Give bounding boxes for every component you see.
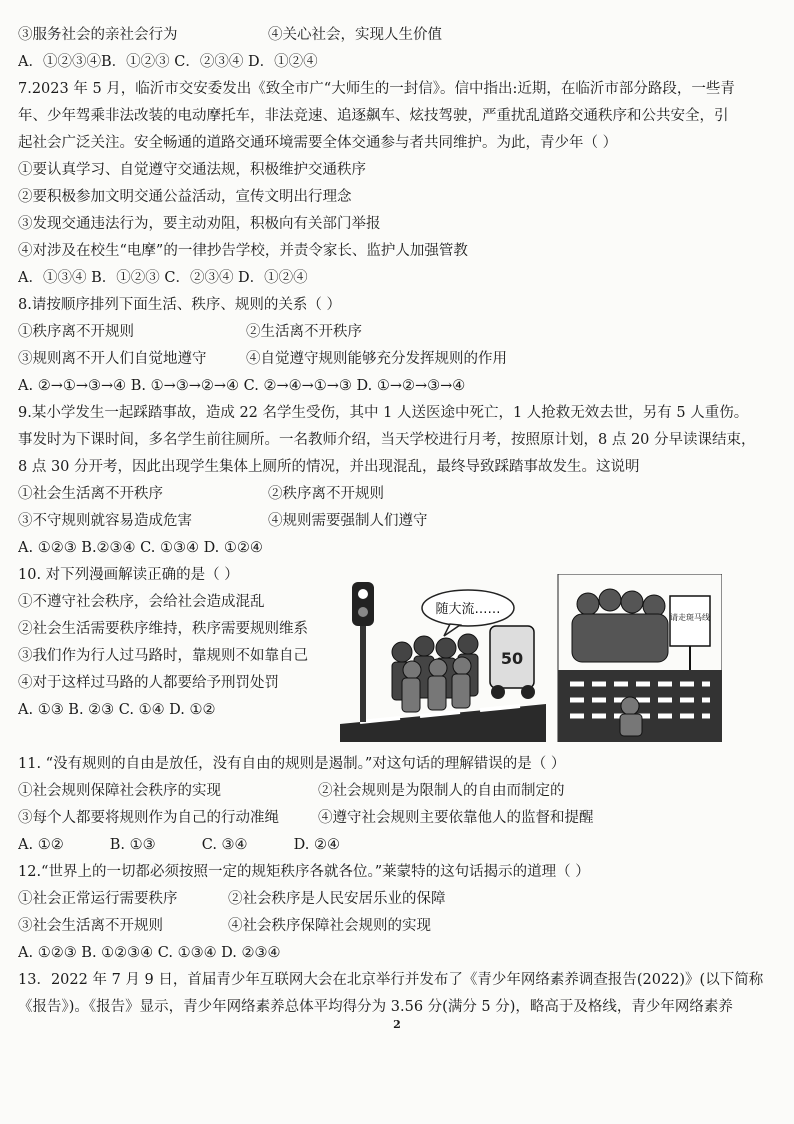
q8-options-row-2 bbox=[18, 346, 778, 373]
q7-stem-line-1: 7.2023 年 5 月，临沂市交安委发出《致全市广“大师生的一封信》。信中指出:近期，在临沂市部分路段，一些青 bbox=[18, 81, 735, 97]
q9-stem-line-3: 8 点 30 分开考，因此出现学生集体上厕所的情况，并出现混乱，最终导致踩踏事故发生。这说明 bbox=[18, 459, 640, 475]
q10-stem: 10. 对下列漫画解读正确的是（ ） bbox=[18, 567, 239, 583]
q11-stem: 11. “没有规则的自由是放任，没有自由的规则是遏制。”对这句话的理解错误的是（ ） bbox=[18, 756, 566, 772]
q6-option-3: ③服务社会的亲社会行为 bbox=[18, 27, 178, 43]
q8-option-4: ④自觉遵守规则能够充分发挥规则的作用 bbox=[246, 351, 507, 367]
q8-option-2: ②生活离不开秩序 bbox=[246, 324, 362, 340]
q12-options-row-1 bbox=[18, 886, 778, 913]
q10-option-1: ①不遵守社会秩序，会给社会造成混乱 bbox=[18, 594, 265, 610]
q12-option-1: ①社会正常运行需要秩序 bbox=[18, 891, 178, 907]
q8-option-1: ①秩序离不开规则 bbox=[18, 324, 134, 340]
q6-option-4: ④关心社会，实现人生价值 bbox=[268, 27, 442, 43]
q7-stem-line-2: 年、少年驾乘非法改装的电动摩托车，非法竞速、追逐飙车、炫技驾驶，严重扰乱道路交通秩序和公共安全，引 bbox=[18, 108, 729, 124]
q6-options-row bbox=[18, 22, 778, 49]
q7-option-2: ②要积极参加文明交通公益活动，宣传文明出行理念 bbox=[18, 189, 352, 205]
q10-option-2: ②社会生活需要秩序维持，秩序需要规则维系 bbox=[18, 621, 308, 637]
cartoon-sign-text: 请走斑马线 bbox=[670, 613, 710, 622]
exam-page bbox=[18, 22, 778, 1021]
car-icon bbox=[490, 626, 535, 699]
q8-stem: 8.请按顺序排列下面生活、秩序、规则的关系（ ） bbox=[18, 297, 341, 313]
q10-option-3: ③我们作为行人过马路时，靠规则不如靠自己 bbox=[18, 648, 308, 664]
q8-option-3: ③规则离不开人们自觉地遵守 bbox=[18, 351, 207, 367]
q10-choices: A. ①③ B. ②③ C. ①④ D. ①② bbox=[18, 702, 216, 718]
q9-option-2: ②秩序离不开规则 bbox=[268, 486, 384, 502]
q9-options-row-2 bbox=[18, 508, 778, 535]
q12-option-2: ②社会秩序是人民安居乐业的保障 bbox=[228, 891, 446, 907]
q7-option-3: ③发现交通违法行为，要主动劝阻，积极向有关部门举报 bbox=[18, 216, 381, 232]
q7-choices: A．①③④ B．①②③ C．②③④ D．①②④ bbox=[18, 270, 308, 286]
q6-choices: A．①②③④B．①②③ C．②③④ D．①②④ bbox=[18, 54, 318, 70]
q10-option-4: ④对于这样过马路的人都要给予刑罚处罚 bbox=[18, 675, 279, 691]
cartoon-bubble-text: 随大流…… bbox=[435, 602, 501, 617]
q12-option-3: ③社会生活离不开规则 bbox=[18, 918, 163, 934]
q9-stem-line-1: 9.某小学发生一起踩踏事故，造成 22 名学生受伤，其中 1 人送医途中死亡，1 人抢救无效去世，另有 5 人重伤。 bbox=[18, 405, 749, 421]
q9-option-4: ④规则需要强制人们遵守 bbox=[268, 513, 428, 529]
q12-option-4: ④社会秩序保障社会规则的实现 bbox=[228, 918, 431, 934]
q12-options-row-2 bbox=[18, 913, 778, 940]
q7-stem-line-3: 起社会广泛关注。安全畅通的道路交通环境需要全体交通参与者共同维护。为此，青少年（ ） bbox=[18, 135, 618, 151]
q12-stem: 12.“世界上的一切都必须按照一定的规矩秩序各就各位。”莱蒙特的这句话揭示的道理（ ） bbox=[18, 864, 590, 880]
q10-cartoon bbox=[340, 574, 722, 742]
q11-option-1: ①社会规则保障社会秩序的实现 bbox=[18, 783, 221, 799]
q13-stem-line-2: 《报告》)。《报告》显示，青少年网络素养总体平均得分为 3.56 分(满分 5 分)，略高于及格线，青少年网络素养 bbox=[18, 999, 733, 1015]
q11-option-3: ③每个人都要将规则作为自己的行动准绳 bbox=[18, 810, 279, 826]
q9-stem-line-2: 事发时为下课时间，多名学生前往厕所。一名教师介绍，当天学校进行月考，按照原计划，8 点 20 分早读课结束， bbox=[18, 432, 756, 448]
q9-options-row-1 bbox=[18, 481, 778, 508]
q11-option-4: ④遵守社会规则主要依靠他人的监督和提醒 bbox=[318, 810, 594, 826]
q11-options-row-2 bbox=[18, 805, 778, 832]
cartoon-right-panel bbox=[558, 574, 722, 742]
q11-options-row-1 bbox=[18, 778, 778, 805]
q8-options-row-1 bbox=[18, 319, 778, 346]
q11-option-2: ②社会规则是为限制人的自由而制定的 bbox=[318, 783, 565, 799]
q8-choices: A. ②→①→③→④ B. ①→③→②→④ C. ②→④→①→③ D. ①→②→③→④ bbox=[18, 378, 466, 394]
q13-stem-line-1: 13．2022 年 7 月 9 日，首届青少年互联网大会在北京举行并发布了《青少年网络素养调查报告(2022)》(以下简称 bbox=[18, 972, 764, 988]
page-number: 2 bbox=[393, 1018, 401, 1031]
q11-choices: A. ①② B. ①③ C. ③④ D. ②④ bbox=[18, 837, 340, 853]
q12-choices: A. ①②③ B. ①②③④ C. ①③④ D. ②③④ bbox=[18, 945, 281, 961]
q9-option-1: ①社会生活离不开秩序 bbox=[18, 486, 163, 502]
q9-option-3: ③不守规则就容易造成危害 bbox=[18, 513, 192, 529]
q7-option-4: ④对涉及在校生“电摩”的一律抄告学校，并责令家长、监护人加强管教 bbox=[18, 243, 468, 259]
cartoon-drawing bbox=[340, 574, 722, 742]
svg-text:50: 50 bbox=[500, 649, 524, 668]
q9-choices: A. ①②③ B.②③④ C. ①③④ D. ①②④ bbox=[18, 540, 263, 556]
cartoon-left-panel bbox=[340, 574, 546, 742]
q7-option-1: ①要认真学习、自觉遵守交通法规，积极维护交通秩序 bbox=[18, 162, 366, 178]
